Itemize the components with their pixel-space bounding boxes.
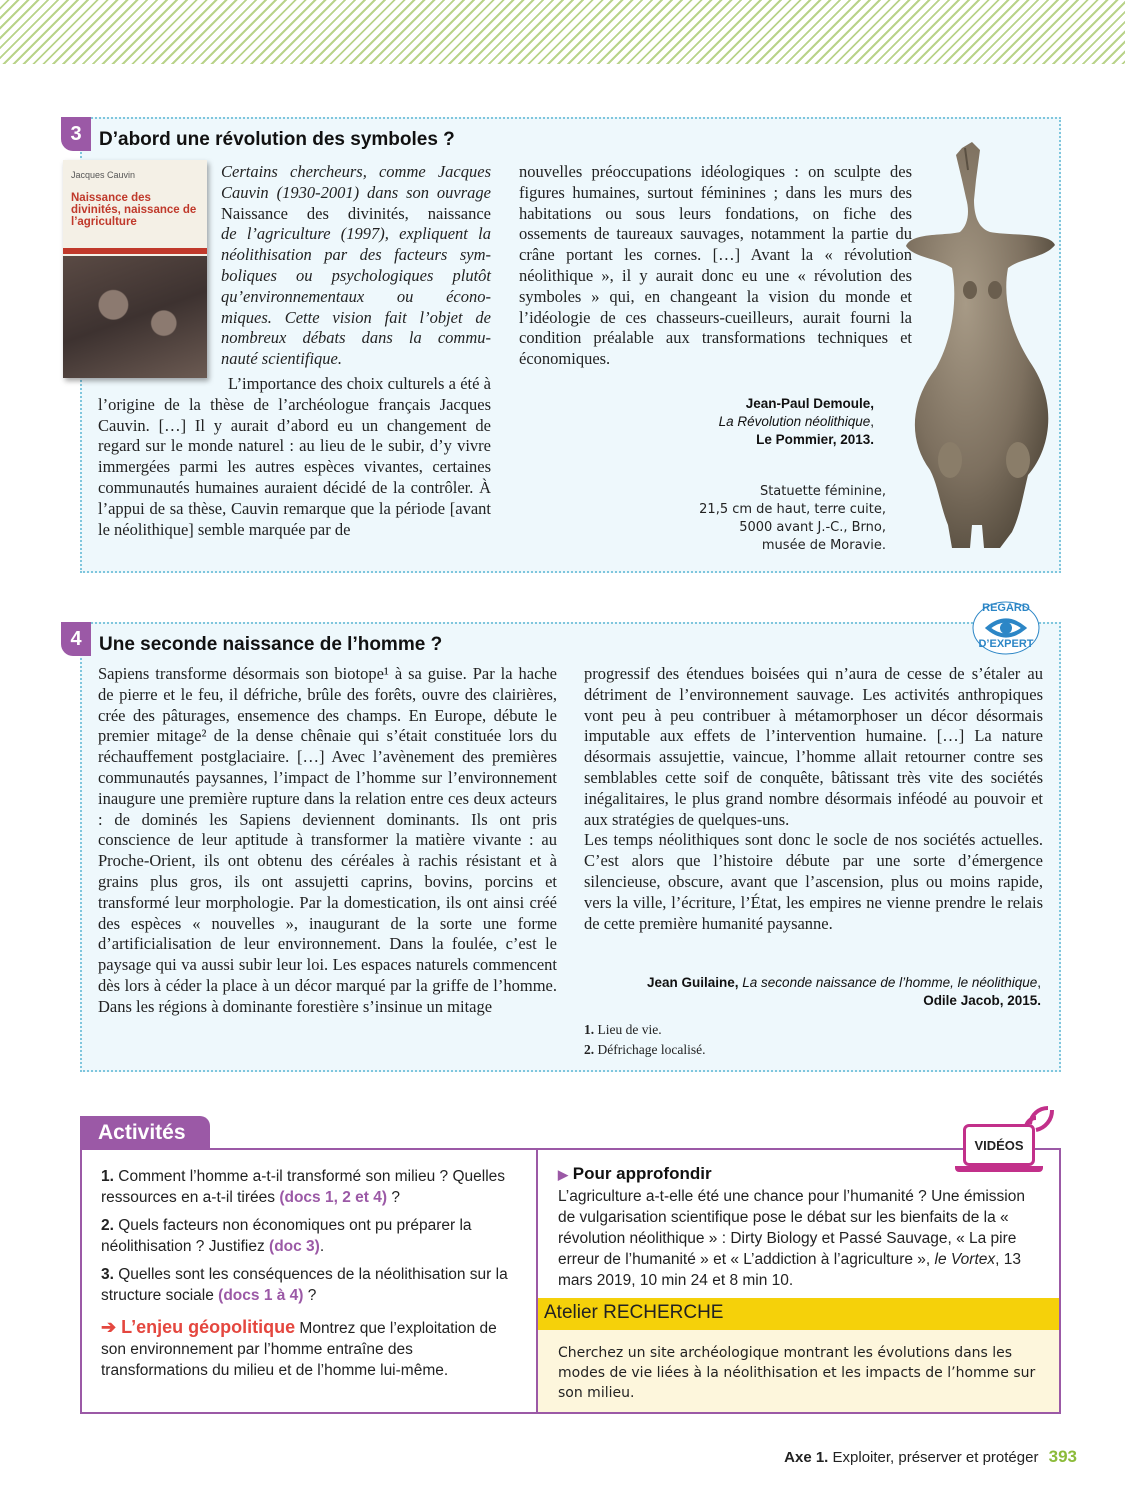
doc3-intro-line: de l’agriculture (1997), expliquent la: [221, 224, 491, 244]
book-cover-title: Naissance des divinités, naissance de l’agriculture: [71, 192, 197, 228]
doc3-col1: [98, 374, 491, 564]
footnote-text: Défrichage localisé.: [597, 1042, 706, 1057]
videos-button[interactable]: VIDÉOS: [963, 1124, 1035, 1166]
doc3-citation-work: La Révolution néolithique: [718, 414, 871, 429]
footnote-1: [584, 1020, 705, 1040]
question-3: [101, 1264, 521, 1306]
doc3-citation-work-suffix: ,: [870, 414, 874, 429]
footnote-2: [584, 1040, 705, 1060]
doc3-number-badge: 3: [61, 117, 91, 151]
doc4-col2-paragraph-1: progressif des étendues boisées qui n’aura de cesse de s’étaler au détriment de l’environnement sauvage. Les activités anthropiques vont peu à peu contribuer à métamorphoser un décor désormais imputable aux effets de l’intervention humaine. […] La nature désormais assujettie, vaincue, l’homme allait retourner contre ses semblables cette soif de conquête, bâtissant très vite des sociétés inégalitaires, le plus grand nombre désormais inféodé au pouvoir et aux stratégies de quelques-uns.: [584, 664, 1043, 829]
footnote-number: 1.: [584, 1022, 595, 1037]
doc3-citation: [560, 395, 874, 449]
deeper-source: le Vortex: [934, 1251, 996, 1268]
statuette-caption-line: Statuette féminine,: [759, 484, 886, 499]
doc3-intro-line: miques. Cette vision fait l’objet de: [221, 307, 491, 327]
doc3-intro-line: Cauvin (1930-2001) dans son ouvrage: [221, 182, 491, 202]
doc3-citation-author: Jean-Paul Demoule,: [745, 396, 874, 411]
videos-screen-base: [955, 1166, 1043, 1172]
geopolitical-text: Montrez que l’exploitation de son environnement par l’homme entraîne des transformations du milieu et de l’homme lui-même.: [101, 1320, 497, 1379]
footer-axis: Axe 1.: [784, 1449, 829, 1466]
statuette-image: [900, 140, 1060, 550]
footnote-text: Lieu de vie.: [597, 1022, 662, 1037]
doc4-citation-work: La seconde naissance de l’homme, le néolithique: [742, 975, 1038, 990]
doc4-number-badge: 4: [61, 622, 91, 656]
deeper-text: [558, 1186, 1028, 1291]
geopolitical-question: [101, 1317, 521, 1381]
statuette-caption-line: musée de Moravie.: [761, 538, 886, 553]
doc3-intro: [221, 162, 491, 370]
question-end: .: [319, 1238, 325, 1255]
doc3-intro-line: nombreux débats dans la commu-: [221, 328, 491, 348]
question-doc-ref: (docs 1, 2 et 4): [279, 1189, 388, 1206]
regard-expert-label-top: REGARD: [982, 602, 1030, 614]
doc4-citation-author: Jean Guilaine,: [646, 975, 739, 990]
question-end: ?: [303, 1287, 317, 1304]
statuette-caption: [660, 483, 886, 555]
statuette-caption-line: 21,5 cm de haut, terre cuite,: [699, 502, 886, 517]
question-text: Comment l’homme a-t-il transformé son milieu ? Quelles ressources en a-t-il tirées: [101, 1168, 506, 1206]
question-number: 3.: [101, 1266, 114, 1283]
book-cover-handprints-image: [63, 256, 207, 378]
doc4-col1-text: Sapiens transforme désormais son biotope¹ à sa guise. Par la hache de pierre et le feu, il défriche, brûle des forêts, ouvre des clairières, crée des pâturages, ensemence des champs. En Europe, débute le premier mitage² de la dense chênaie qui s’était constituée lors du réchauffement postglaciaire. […] Avec l’avènement des premières communautés paysannes, l’impact de l’homme sur l’environnement inaugure une première rupture dans la relation entre ces deux acteurs : de dominés les Sapiens deviennent dominants. Ils ont pris conscience de leur aptitude à transformer la matière vivante : au Proche-Orient, ils ont obtenu des céréales à rachis résistant et à grains plus gros, ils ont assujetti caprins, bovins, porcins et transformé leur morphologie. Par la domestication, ils ont ainsi créé des espèces « nouvelles », inaugurant de la sorte une forme d’artificialisation de leur environnement. Dans la foulée, c’est le paysage qui va aussi subir leur loi. Les espaces naturels commencent dès lors à céder la place à un décor marqué par la griffe de l’homme. Dans les régions à dominante forestière s’insinue un mitage: [98, 664, 557, 1016]
doc4-citation-publisher: Odile Jacob, 2015.: [923, 993, 1041, 1008]
page-number: 393: [1048, 1447, 1077, 1466]
question-2: [101, 1215, 521, 1257]
regard-expert-label-bottom: D’EXPERT: [978, 638, 1034, 650]
doc3-intro-line: nauté scientifique.: [221, 349, 342, 369]
doc4-col1: [98, 664, 557, 1064]
deeper-title-text: Pour approfondir: [572, 1164, 712, 1183]
doc4-col2: [584, 664, 1043, 934]
doc4-citation-work-suffix: ,: [1037, 975, 1041, 990]
doc3-intro-line: qu’environnementaux ou écono-: [221, 286, 491, 306]
doc4-footnotes: [584, 1020, 705, 1060]
doc3-col1-text: L’importance des choix culturels a été à l’origine de la thèse de l’archéologue français Jacques Cauvin. […] Il y aurait d’abord eu un changement de regard sur le monde naturel : au lieu de le subir, d’y vivre immergées parmi les autres espèces vivantes, certaines communautés humaines auraient décidé de la contrôler. À l’appui de sa thèse, Cauvin remarque que la période [avant le néolithique] semble marquée par de: [98, 374, 491, 539]
doc3-title: D’abord une révolution des symboles ?: [99, 129, 455, 150]
geopolitical-label: ➔ L’enjeu géopolitique: [101, 1317, 296, 1337]
question-text: Quels facteurs non économiques ont pu préparer la néolithisation ? Justifiez: [101, 1217, 472, 1255]
question-text: Quelles sont les conséquences de la néolithisation sur la structure sociale: [101, 1266, 508, 1304]
book-cover-author: Jacques Cauvin: [71, 170, 136, 180]
doc3-col2-text: nouvelles préoccupations idéologiques : on sculpte des figures humaines, surtout féminines ; dans les murs des habitations ou sous leurs fondations, on fiche des ossements de taureaux sauvages, notamment la partie du crâne portant les cornes. […] Avant la « révolution néolithique », il y aurait donc eu une « révolution des symboles » qui, en changeant la vision du monde et l’idéologie de ces chasseurs-cueilleurs, aurait fourni la condition préalable aux transformations techniques et économiques.: [519, 162, 912, 369]
deeper-title: [558, 1164, 712, 1184]
activities-tab: Activités: [80, 1116, 210, 1150]
question-number: 1.: [101, 1168, 114, 1185]
doc3-intro-line: Naissance des divinités, naissance: [221, 203, 491, 223]
atelier-recherche-header: Atelier RECHERCHE: [538, 1298, 1059, 1330]
footer-axis-text: Exploiter, préserver et protéger: [832, 1449, 1039, 1466]
question-doc-ref: (docs 1 à 4): [218, 1287, 304, 1304]
doc4-citation: [584, 974, 1041, 1010]
question-doc-ref: (doc 3): [269, 1238, 320, 1255]
doc3-intro-line: néolithisation par des facteurs sym-: [221, 245, 491, 265]
question-end: ?: [387, 1189, 400, 1206]
deeper-text-main: L’agriculture a-t-elle été une chance pour l’humanité ? Une émission de vulgarisation scientifique pose le débat sur les bienfaits de la « révolution néolithique » : Dirty Biology et Passé Sauvage, « La pire erreur de l’humanité » et « L’addiction à l’agriculture »,: [558, 1188, 1025, 1268]
doc3-citation-publisher: Le Pommier, 2013.: [756, 432, 874, 447]
play-arrow-icon: ▶: [558, 1167, 568, 1182]
doc4-col2-paragraph-2: Les temps néolithiques sont donc le socle de nos sociétés actuelles. C’est alors que l’histoire débute par une sorte d’émergence silencieuse, obscure, avant que l’ascension, plus ou moins rapide, vers la ville, l’écriture, l’État, les empires ne vienne prendre le relais de cette première humanité paysanne.: [584, 830, 1043, 933]
question-number: 2.: [101, 1217, 114, 1234]
atelier-text: Cherchez un site archéologique montrant les évolutions dans les modes de vie liées à la néolithisation et les impacts de l’homme sur son milieu.: [558, 1345, 1036, 1401]
book-cover: [63, 160, 207, 378]
deeper-text-end: , 13 mars 2019, 10 min 24 et 8 min 10.: [558, 1251, 1021, 1289]
doc4-title: Une seconde naissance de l’homme ?: [99, 634, 443, 655]
top-hatched-band: [0, 0, 1125, 64]
doc3-intro-line: Certains chercheurs, comme Jacques: [221, 162, 491, 181]
question-1: [101, 1166, 521, 1208]
book-cover-band: [63, 248, 207, 254]
doc3-intro-line: boliques ou psychologiques plutôt: [221, 265, 491, 285]
footnote-number: 2.: [584, 1042, 595, 1057]
statuette-caption-line: 5000 avant J.-C., Brno,: [739, 520, 886, 535]
doc3-col2: [519, 162, 912, 392]
page-footer: [784, 1447, 1077, 1467]
